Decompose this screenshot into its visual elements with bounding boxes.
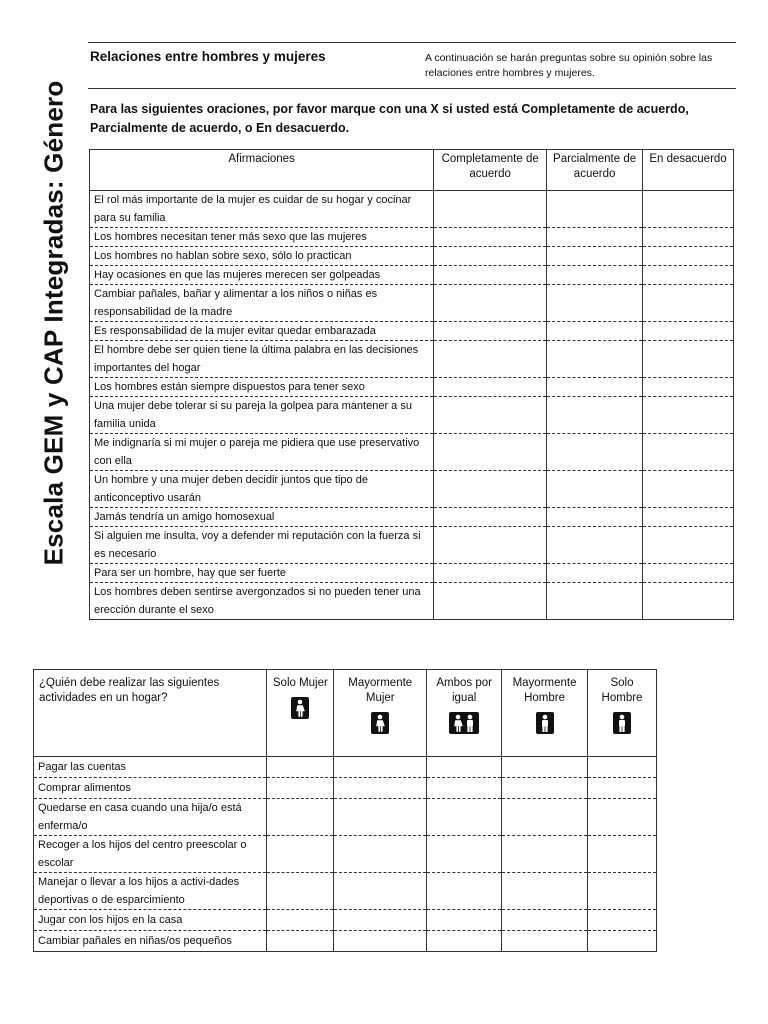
checkbox-completamente[interactable]	[434, 508, 547, 527]
checkbox-desacuerdo[interactable]	[643, 228, 734, 247]
checkbox-desacuerdo[interactable]	[643, 583, 734, 620]
checkbox-parcialmente[interactable]	[547, 434, 643, 471]
household-activities-table	[33, 669, 657, 952]
table-row	[90, 228, 734, 247]
table-row	[90, 583, 734, 620]
table-row	[90, 247, 734, 266]
activity-text: Recoger a los hijos del centro preescolar o escolar	[34, 836, 267, 873]
table-row	[90, 322, 734, 341]
statement-text: El rol más importante de la mujer es cuidar de su hogar y cocinar para su familia	[90, 191, 434, 228]
woman-icon	[291, 697, 309, 719]
header-completamente: Completamente de acuerdo	[434, 150, 547, 191]
checkbox-completamente[interactable]	[434, 285, 547, 322]
checkbox-solo-mujer[interactable]	[267, 931, 334, 952]
side-title	[34, 58, 74, 588]
header-label: Ambos por igual	[436, 677, 492, 704]
checkbox-ambos-por-igual[interactable]	[427, 873, 502, 910]
section-divider	[88, 88, 736, 89]
checkbox-desacuerdo[interactable]	[643, 247, 734, 266]
activity-text: Cambiar pañales en niñas/os pequeños	[34, 931, 267, 952]
checkbox-parcialmente[interactable]	[547, 247, 643, 266]
checkbox-desacuerdo[interactable]	[643, 341, 734, 378]
checkbox-mayormente-mujer[interactable]	[334, 931, 427, 952]
activity-text: Manejar o llevar a los hijos a activi-dades deportivas o de esparcimiento	[34, 873, 267, 910]
table-row	[90, 378, 734, 397]
checkbox-mayormente-hombre[interactable]	[502, 836, 588, 873]
activity-text: Pagar las cuentas	[34, 757, 267, 778]
checkbox-completamente[interactable]	[434, 191, 547, 228]
table-row	[90, 191, 734, 228]
checkbox-mayormente-hombre[interactable]	[502, 778, 588, 799]
man-icon	[536, 712, 554, 734]
checkbox-completamente[interactable]	[434, 378, 547, 397]
checkbox-completamente[interactable]	[434, 322, 547, 341]
header-solo-hombre	[588, 670, 657, 757]
checkbox-ambos-por-igual[interactable]	[427, 836, 502, 873]
checkbox-ambos-por-igual[interactable]	[427, 910, 502, 931]
checkbox-mayormente-hombre[interactable]	[502, 873, 588, 910]
statement-text: Me indignaría si mi mujer o pareja me pidiera que use preservativo con ella	[90, 434, 434, 471]
side-title-text: Escala GEM y CAP Integradas: Género	[38, 80, 69, 566]
checkbox-desacuerdo[interactable]	[643, 378, 734, 397]
checkbox-mayormente-mujer[interactable]	[334, 778, 427, 799]
statement-text: El hombre debe ser quien tiene la última palabra en las decisiones importantes del hogar	[90, 341, 434, 378]
checkbox-completamente[interactable]	[434, 564, 547, 583]
checkbox-parcialmente[interactable]	[547, 266, 643, 285]
table-row	[90, 564, 734, 583]
checkbox-completamente[interactable]	[434, 583, 547, 620]
header-ambos-por-igual	[427, 670, 502, 757]
checkbox-ambos-por-igual[interactable]	[427, 931, 502, 952]
checkbox-solo-mujer[interactable]	[267, 799, 334, 836]
checkbox-solo-mujer[interactable]	[267, 910, 334, 931]
checkbox-completamente[interactable]	[434, 341, 547, 378]
checkbox-parcialmente[interactable]	[547, 285, 643, 322]
checkbox-parcialmente[interactable]	[547, 471, 643, 508]
statement-text: Jamás tendría un amigo homosexual	[90, 508, 434, 527]
woman-icon	[371, 712, 389, 734]
instructions: Para las siguientes oraciones, por favor marque con una X si usted está Completamente de acuerdo, Parcialmente de acuerdo, o En desacuerdo.	[90, 102, 689, 135]
checkbox-mayormente-mujer[interactable]	[334, 873, 427, 910]
checkbox-desacuerdo[interactable]	[643, 397, 734, 434]
header-label: Mayormente Mujer	[348, 677, 413, 704]
top-divider	[88, 42, 736, 43]
checkbox-mayormente-hombre[interactable]	[502, 931, 588, 952]
checkbox-parcialmente[interactable]	[547, 191, 643, 228]
statement-text: Los hombres no hablan sobre sexo, sólo lo practican	[90, 247, 434, 266]
header-afirmaciones: Afirmaciones	[90, 150, 434, 191]
table-row	[34, 873, 657, 910]
checkbox-solo-mujer[interactable]	[267, 757, 334, 778]
table-row	[34, 910, 657, 931]
activity-text: Jugar con los hijos en la casa	[34, 910, 267, 931]
checkbox-solo-hombre[interactable]	[588, 910, 657, 931]
couple-icon	[449, 712, 479, 734]
checkbox-completamente[interactable]	[434, 471, 547, 508]
checkbox-desacuerdo[interactable]	[643, 266, 734, 285]
checkbox-desacuerdo[interactable]	[643, 191, 734, 228]
checkbox-mayormente-mujer[interactable]	[334, 757, 427, 778]
statement-text: Un hombre y una mujer deben decidir juntos que tipo de anticonceptivo usarán	[90, 471, 434, 508]
checkbox-parcialmente[interactable]	[547, 228, 643, 247]
checkbox-solo-hombre[interactable]	[588, 836, 657, 873]
header-label: Solo Mujer	[272, 677, 328, 689]
activity-text: Quedarse en casa cuando una hija/o está enferma/o	[34, 799, 267, 836]
checkbox-parcialmente[interactable]	[547, 378, 643, 397]
statement-text: Los hombres deben sentirse avergonzados si no pueden tener una erección durante el sexo	[90, 583, 434, 620]
checkbox-mayormente-mujer[interactable]	[334, 799, 427, 836]
checkbox-completamente[interactable]	[434, 228, 547, 247]
checkbox-mayormente-hombre[interactable]	[502, 910, 588, 931]
header-parcialmente: Parcialmente de acuerdo	[547, 150, 643, 191]
checkbox-completamente[interactable]	[434, 266, 547, 285]
checkbox-parcialmente[interactable]	[547, 508, 643, 527]
table-row	[90, 397, 734, 434]
statement-text: Es responsabilidad de la mujer evitar quedar embarazada	[90, 322, 434, 341]
checkbox-ambos-por-igual[interactable]	[427, 757, 502, 778]
table-row	[90, 471, 734, 508]
checkbox-completamente[interactable]	[434, 527, 547, 564]
table-row	[90, 508, 734, 527]
checkbox-mayormente-hombre[interactable]	[502, 757, 588, 778]
section-intro: A continuación se harán preguntas sobre su opinión sobre las relaciones entre hombres y mujeres.	[425, 52, 713, 79]
checkbox-ambos-por-igual[interactable]	[427, 778, 502, 799]
checkbox-solo-hombre[interactable]	[588, 778, 657, 799]
checkbox-desacuerdo[interactable]	[643, 434, 734, 471]
header-label: Solo Hombre	[601, 677, 643, 704]
checkbox-desacuerdo[interactable]	[643, 285, 734, 322]
household-question: ¿Quién debe realizar las siguientes actividades en un hogar?	[34, 670, 267, 757]
checkbox-mayormente-mujer[interactable]	[334, 910, 427, 931]
header-mayormente-mujer	[334, 670, 427, 757]
checkbox-completamente[interactable]	[434, 247, 547, 266]
checkbox-desacuerdo[interactable]	[643, 471, 734, 508]
checkbox-parcialmente[interactable]	[547, 341, 643, 378]
activity-text: Comprar alimentos	[34, 778, 267, 799]
section-title: Relaciones entre hombres y mujeres	[90, 49, 326, 64]
checkbox-desacuerdo[interactable]	[643, 527, 734, 564]
checkbox-solo-mujer[interactable]	[267, 836, 334, 873]
table-row	[90, 285, 734, 322]
header-mayormente-hombre	[502, 670, 588, 757]
checkbox-solo-hombre[interactable]	[588, 757, 657, 778]
table-row	[34, 931, 657, 952]
table-row	[90, 527, 734, 564]
checkbox-solo-mujer[interactable]	[267, 778, 334, 799]
checkbox-parcialmente[interactable]	[547, 564, 643, 583]
table-row	[90, 341, 734, 378]
checkbox-solo-hombre[interactable]	[588, 873, 657, 910]
checkbox-solo-hombre[interactable]	[588, 931, 657, 952]
checkbox-desacuerdo[interactable]	[643, 508, 734, 527]
checkbox-solo-hombre[interactable]	[588, 799, 657, 836]
checkbox-parcialmente[interactable]	[547, 527, 643, 564]
header-label: Mayormente Hombre	[512, 677, 577, 704]
checkbox-mayormente-mujer[interactable]	[334, 836, 427, 873]
table-row	[34, 778, 657, 799]
statement-text: Para ser un hombre, hay que ser fuerte	[90, 564, 434, 583]
table-row	[90, 434, 734, 471]
statement-text: Una mujer debe tolerar si su pareja la golpea para mantener a su familia unida	[90, 397, 434, 434]
table-row	[34, 799, 657, 836]
table-row	[34, 757, 657, 778]
statement-text: Hay ocasiones en que las mujeres merecen ser golpeadas	[90, 266, 434, 285]
statement-text: Los hombres necesitan tener más sexo que las mujeres	[90, 228, 434, 247]
checkbox-ambos-por-igual[interactable]	[427, 799, 502, 836]
checkbox-solo-mujer[interactable]	[267, 873, 334, 910]
table-row	[90, 266, 734, 285]
header-desacuerdo: En desacuerdo	[643, 150, 734, 191]
checkbox-desacuerdo[interactable]	[643, 322, 734, 341]
checkbox-parcialmente[interactable]	[547, 583, 643, 620]
checkbox-completamente[interactable]	[434, 397, 547, 434]
header-solo-mujer	[267, 670, 334, 757]
man-icon	[613, 712, 631, 734]
checkbox-desacuerdo[interactable]	[643, 564, 734, 583]
agreement-table	[89, 149, 734, 620]
checkbox-parcialmente[interactable]	[547, 397, 643, 434]
statement-text: Si alguien me insulta, voy a defender mi reputación con la fuerza si es necesario	[90, 527, 434, 564]
checkbox-mayormente-hombre[interactable]	[502, 799, 588, 836]
table-row	[34, 836, 657, 873]
checkbox-completamente[interactable]	[434, 434, 547, 471]
statement-text: Cambiar pañales, bañar y alimentar a los niños o niñas es responsabilidad de la madre	[90, 285, 434, 322]
statement-text: Los hombres están siempre dispuestos para tener sexo	[90, 378, 434, 397]
checkbox-parcialmente[interactable]	[547, 322, 643, 341]
